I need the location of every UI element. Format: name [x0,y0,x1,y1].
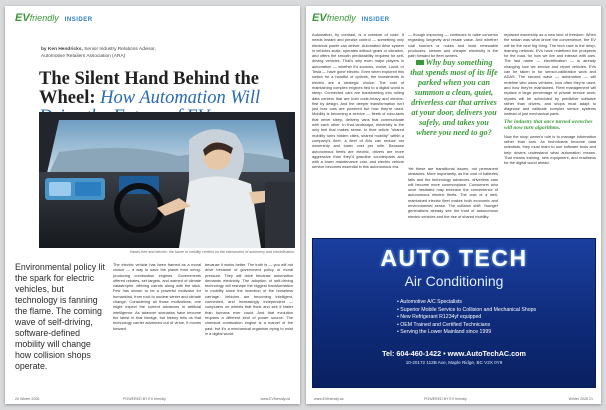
ad-service-list [397,299,536,337]
ad-service-item: • Automotive A/C Specialists [397,299,462,305]
byline-org: Automotive Retailers Association (ARA) [41,54,126,59]
right-column-2-top: — though improving — continues to raise concerns regarding longevity and resale value. And whether coal sources or nukes and most renewable producers, cleaner and cheaper electricity is the path forward for fleet owners. [408,32,498,59]
section-label: INSIDER [361,17,390,23]
byline-author: by Ken Hendricks, [41,47,83,52]
ad-service-item: • OEM Trained and Certified Technicians [397,321,491,328]
section-label: INSIDER [64,17,93,23]
left-footer-brand: POWERED BY EV friendly [123,397,166,401]
ad-title: AUTO TECH [380,245,528,271]
hero-photo [39,112,295,248]
quote-bar [416,60,424,65]
ad-service-item: • New Refrigerant R1234yf equipped [397,314,482,321]
left-column-1: The electric vehicle has been framed as a moral choice — a way to save the planet from smog-producing combustion engines. Governments offered rebates, set targets, and warned of climate catastrophe, offering carrots along with the stick. Few has shown to be a powerful motivator for humankind, from rock to nuclear winter and climate change. Considering all those motivations, one might expect the current advances in artificial intelligence. As takeover scenarios have become the latest in that lineage, but history tells us that technology carrier advances out of virtue, it moves forward [113,262,202,331]
lede-text: Environmental policy lit the spark for electric vehicles, but technology is fanning the flame. The coming wave of self-driving, software-defined mobility will change how collision shops operate. [15,262,105,371]
ad-service-item: • Superior Mobile Service to Collision and Mechanical Shops [397,306,537,313]
friendly-logo: friendly [326,13,356,23]
right-page [306,6,601,404]
friendly-logo: friendly [29,13,59,23]
right-column-3b-text: Now the shop owner's role is to manage information rather than cars. As technicians become data scientists, they must learn to use software tools and help drivers understand what automation means. That means training, new equipment, and readiness for the digital world ahead. [504,133,596,166]
left-footer-page: 20 Winter 2026 [15,397,40,401]
ad-address: 10-20172 113B Ave, Maple Ridge, BC V2X 0Y9 [405,360,503,365]
ev-logo: EV [15,12,30,24]
left-header [15,12,93,28]
right-header [312,12,390,28]
title-main: The Silent Hand Behind the Wheel: [39,69,260,108]
left-footer-url: www.EVfriendly.ca [260,397,290,401]
inline-pull-quote: The industry that once turned wrenches will now turn algorithms. [504,118,593,132]
right-column-3 [504,32,596,236]
left-page [5,6,300,404]
photo-caption: Hands-free and electric: the future of mobility centers on the intersection of autonomy and electrification. [129,250,295,254]
ad-contact[interactable]: Tel: 604-460-1422 • www.AutoTechAC.com [382,349,526,358]
ad-subtitle: Air Conditioning [404,273,504,289]
ev-logo: EV [312,12,327,24]
car-interior-illustration [39,112,295,248]
right-column-1b-text: In their article "shared mobility turns hidden cities, shared mobility" within a company's fleet, a fleet of AVs can reduce car ownership and lower cost per mile. Because autonomous fleets are electric, drivers are more aggressive than they'd gasoline counterparts and with a lower maintenance cost, and electric vehicle service becomes essential in this autonomous era. [312,127,404,170]
right-footer-brand: POWERED BY EV friendly [424,397,467,401]
right-column-3-text: replaced ownership as a new kind of freedom. When the sedan was what drove the convenience, the EV will be the next big thing. The tech race is the deep-learning network: EVs have redefined the prospects for the road, for how we live and interact with cars. The last name — electrification — is already changing how we service and repair vehicles. EVs can be taken in for sensor-calibration work and ADAS. The second wave — automation — will redefine who owns vehicles, how often they're used, and how they're maintained. Fleet management will replace a large percentage of private service work; repairs will be scheduled by predictive software rather than drivers, and shops must adapt to diagnose and calibrate complex sensor systems instead of just mechanical parts. [504,32,596,117]
ad-service-item: • Serving the Lower Mainland since 1999 [397,329,492,336]
right-column-1-text: Automation, by contrast, is a creature of code. It needs instant and precise control — something only electrical power can deliver. Automated drive system in vehicles scale, operates without gears or vibration, and offers the smooth predictability required for self-driving vehicles. That's why even major players in automation — whether it's sources, cruise, Lucid, or Tesla — have gone electric. Even when explored this switch for a handful of options, the investments in electric are a strategic choice. The cost of maintaining complex engines tied to a digital world is steep. Connected cars are transforming into rolling data centers that are both code-heavy and electric-first by design. And the deeper transformation isn't just how cars are powered but how they're used. Mobility is becoming a service — fleets of robo-taxis that never sleep, delivery vans that communicate with each other. In that landscape, electricity is the only fuel that makes sense. [312,32,404,133]
title-sub: How Automation Will [100,88,261,108]
auto-tech-ad[interactable] [312,238,596,388]
right-column-2-bottom: Yet these are transitional issues, not permanent obstacles. More importantly, as the cost of batteries falls and the technology advances, driverless cars will become more commonplace. Consumers who once hesitated may embrace the convenience of autonomous electric fleets. The cost of a well-maintained electric fleet makes both economic and environmental sense. The collision shift: Younger generations already see the trust of autonomous electric vehicles and the rise of shared mobility. [408,166,498,219]
right-column-1 [312,32,404,236]
right-footer-url: www.EVfriendly.ca [314,397,344,401]
left-column-2: because it works better. The truth is — you will not drive because of government policy or moral pressure. They will drive because automation demands electricity. The adoption of self-driving technology will reshape the biggest transformation in mobility since the invention of the horseless carriage. Vehicles are becoming intelligent, connected, and increasingly independent — computers on wheels that think and see it faster than humans ever could. And that evolution requires a different kind of power source. The chemical combustion engine is a marvel of the past, but it's a mechanical organism trying to exist in a digital world. [205,262,293,336]
byline-role: Senior Industry Relations Advisor, [84,47,156,52]
byline [41,46,241,60]
pull-quote-text: Why buy something that spends most of its life parked when you can summon a clean, quiet, driverless car that arrives at your door, delivers you safely, and takes you where you need to go? [410,58,498,137]
pull-quote [408,58,500,138]
right-footer-page: Winter 2026 21 [568,397,593,401]
